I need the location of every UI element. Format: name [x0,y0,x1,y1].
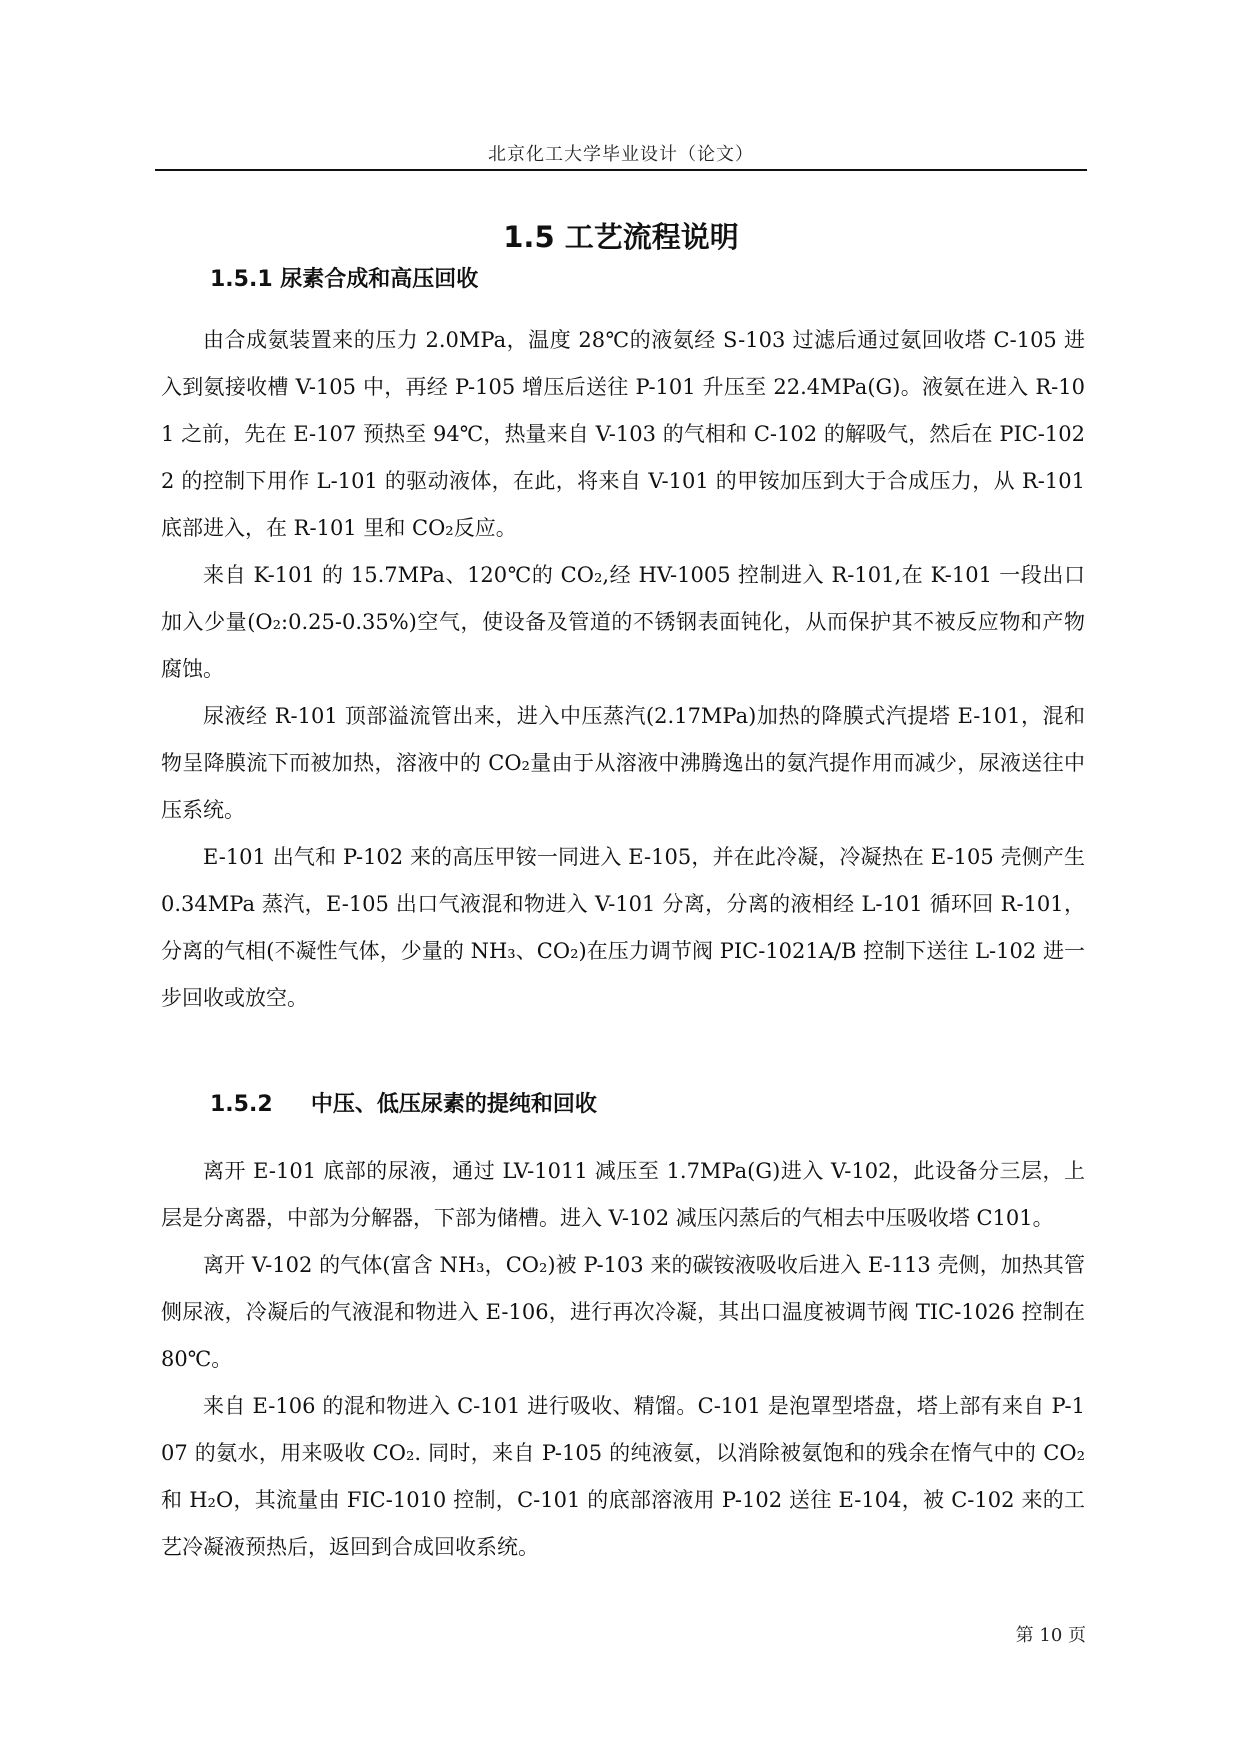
section-1-5-1-body [161,317,1085,1022]
paragraph: 来自 E-106 的混和物进入 C-101 进行吸收、精馏。C-101 是泡罩型塔盘，塔上部有来自 P-107 的氨水，用来吸收 CO₂. 同时，来自 P-105 的纯液氨，以消除被氨饱和的残余在惰气中的 CO₂和 H₂O，其流量由 FIC-1010 控制，C-101 的底部溶液用 P-102 送往 E-104，被 C-102 来的工艺冷凝液预热后，返回到合成回收系统。 [161,1394,1085,1559]
section-1-5-2-body [161,1148,1085,1571]
header-rule [155,169,1087,171]
page-title: 1.5 工艺流程说明 [503,220,739,254]
paragraph: 由合成氨装置来的压力 2.0MPa，温度 28℃的液氨经 S-103 过滤后通过氨回收塔 C-105 进入到氨接收槽 V-105 中，再经 P-105 增压后送往 P-101 升压至 22.4MPa(G)。液氨在进入 R-101 之前，先在 E-107 预热至 94℃，热量来自 V-103 的气相和 C-102 的解吸气，然后在 PIC-1022 的控制下用作 L-101 的驱动液体，在此，将来自 V-101 的甲铵加压到大于合成压力，从 R-101 底部进入，在 R-101 里和 CO₂反应。 [161,328,1085,540]
section-heading-1-5-1: 1.5.1 尿素合成和高压回收 [210,267,479,292]
running-header: 北京化工大学毕业设计（论文） [488,144,754,165]
paragraph: 尿液经 R-101 顶部溢流管出来，进入中压蒸汽(2.17MPa)加热的降膜式汽提塔 E-101，混和物呈降膜流下而被加热，溶液中的 CO₂量由于从溶液中沸腾逸出的氨汽提作用而减少，尿液送往中压系统。 [161,704,1085,822]
paragraph: 离开 E-101 底部的尿液，通过 LV-1011 减压至 1.7MPa(G)进入 V-102，此设备分三层，上层是分离器，中部为分解器，下部为储槽。进入 V-102 减压闪蒸后的气相去中压吸收塔 C101。 [161,1159,1085,1230]
paragraph: 离开 V-102 的气体(富含 NH₃，CO₂)被 P-103 来的碳铵液吸收后进入 E-113 壳侧，加热其管侧尿液，冷凝后的气液混和物进入 E-106，进行再次冷凝，其出口温度被调节阀 TIC-1026 控制在 80℃。 [161,1253,1085,1371]
section-heading-1-5-2: 1.5.2 中压、低压尿素的提纯和回收 [210,1092,597,1117]
paragraph: E-101 出气和 P-102 来的高压甲铵一同进入 E-105，并在此冷凝，冷凝热在 E-105 壳侧产生 0.34MPa 蒸汽，E-105 出口气液混和物进入 V-101 分离，分离的液相经 L-101 循环回 R-101，分离的气相(不凝性气体，少量的 NH₃、CO₂)在压力调节阀 PIC-1021A/B 控制下送往 L-102 进一步回收或放空。 [161,845,1085,1010]
paragraph: 来自 K-101 的 15.7MPa、120℃的 CO₂,经 HV-1005 控制进入 R-101,在 K-101 一段出口加入少量(O₂:0.25-0.35%)空气，使设备及管道的不锈钢表面钝化，从而保护其不被反应物和产物腐蚀。 [161,563,1085,681]
page-number: 第 10 页 [1015,1625,1086,1646]
